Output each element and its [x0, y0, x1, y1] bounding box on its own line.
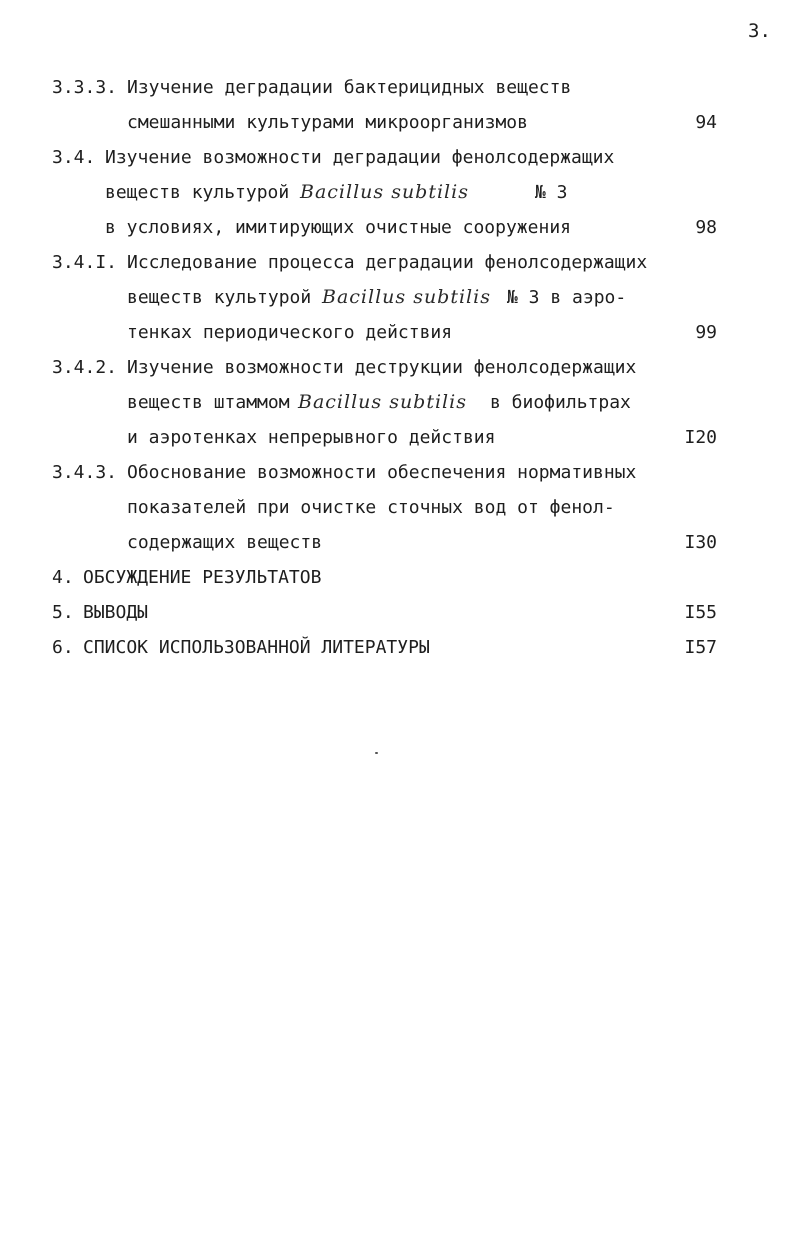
section-title: и аэротенках непрерывного действия: [127, 427, 496, 448]
page-reference: I57: [684, 637, 717, 658]
section-title: СПИСОК ИСПОЛЬЗОВАННОЙ ЛИТЕРАТУРЫ: [83, 637, 430, 658]
section-title: Изучение возможности деструкции фенолсодержащих: [127, 357, 637, 378]
page-number: 3.: [748, 20, 771, 42]
page-reference: 98: [695, 217, 717, 238]
species-name-handwritten: Bacillus subtilis: [322, 286, 491, 308]
scan-speck: [375, 752, 378, 754]
toc-entry-4: [0, 560, 797, 595]
toc-entry-3-4-2-cont: [0, 385, 797, 420]
page-reference: I30: [684, 532, 717, 553]
strain-number: № 3 в аэро-: [507, 287, 627, 308]
section-title: ВЫВОДЫ: [83, 602, 149, 623]
section-title: Исследование процесса деградации фенолсодержащих: [127, 252, 648, 273]
section-number: 4.: [52, 567, 74, 588]
section-title: смешанными культурами микроорганизмов: [127, 112, 528, 133]
toc-entry-3-4-3-cont: [0, 490, 797, 525]
page-reference: 94: [695, 112, 717, 133]
page-reference: 99: [695, 322, 717, 343]
toc-entry-5: [0, 595, 797, 630]
section-title: веществ штаммом: [127, 392, 290, 413]
section-title: тенках периодического действия: [127, 322, 453, 343]
section-title: в условиях, имитирующих очистные сооружения: [105, 217, 571, 238]
page-reference: I20: [684, 427, 717, 448]
species-name-handwritten: Bacillus subtilis: [300, 181, 469, 203]
toc-entry-3-4-1-cont: [0, 280, 797, 315]
section-title: веществ культурой: [105, 182, 290, 203]
section-number: 3.4.2.: [52, 357, 118, 378]
toc-entry-3-4-cont2: [0, 210, 797, 245]
section-number: 3.3.3.: [52, 77, 118, 98]
page-reference: I55: [684, 602, 717, 623]
section-title: веществ культурой: [127, 287, 312, 308]
species-name-handwritten: Bacillus subtilis: [298, 391, 467, 413]
toc-entry-3-4-1: [0, 245, 797, 280]
table-of-contents: [0, 70, 797, 665]
section-title-end: в биофильтрах: [490, 392, 631, 413]
section-number: 5.: [52, 602, 74, 623]
section-number: 3.4.3.: [52, 462, 118, 483]
toc-entry-6: [0, 630, 797, 665]
toc-entry-3-4-1-cont2: [0, 315, 797, 350]
section-title: показателей при очистке сточных вод от фенол-: [127, 497, 615, 518]
section-title: ОБСУЖДЕНИЕ РЕЗУЛЬТАТОВ: [83, 567, 322, 588]
section-title: Изучение возможности деградации фенолсодержащих: [105, 147, 615, 168]
section-number: 3.4.I.: [52, 252, 118, 273]
toc-entry-3-4: [0, 140, 797, 175]
toc-entry-3-4-cont: [0, 175, 797, 210]
section-title: Обоснование возможности обеспечения нормативных: [127, 462, 637, 483]
toc-entry-3-4-2-cont2: [0, 420, 797, 455]
section-title: содержащих веществ: [127, 532, 323, 553]
strain-number: № 3: [535, 182, 568, 203]
toc-entry-3-4-3: [0, 455, 797, 490]
toc-entry-3-4-3-cont2: [0, 525, 797, 560]
toc-entry-3-3-3-cont: [0, 105, 797, 140]
section-title: Изучение деградации бактерицидных веществ: [127, 77, 572, 98]
toc-entry-3-3-3: [0, 70, 797, 105]
toc-entry-3-4-2: [0, 350, 797, 385]
section-number: 3.4.: [52, 147, 96, 168]
section-number: 6.: [52, 637, 74, 658]
